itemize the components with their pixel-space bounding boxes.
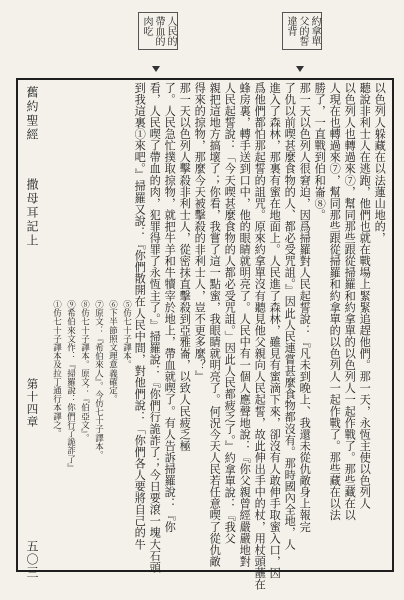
text-line: 以色列人也轉過來⑦，幫同那些跟從掃羅和約拿單的以色列人一起作戰了。那些藏在以 [343, 82, 357, 521]
note-line: 帶血的 [153, 16, 164, 46]
text-line: 人現在也轉過來⑦，幫同那些跟從掃羅和約拿單的以色列人一起作戰了。那些藏在以法 [328, 82, 342, 521]
text-line: 得來的掠物，那麼今天被擊殺的非利士人，豈不更多麼？』 [193, 82, 207, 383]
footnote-line: ⑦原文：『希伯來人』。今仿七十子譯本。 [93, 300, 104, 460]
note-line: 人民的 [165, 16, 176, 46]
main-text [133, 82, 388, 591]
book-title: 舊約聖經 [25, 86, 39, 142]
note-arrow-icon [152, 66, 160, 72]
chapter-label: 第十四章 [25, 378, 40, 428]
note-line: 約拿單 [309, 16, 320, 46]
text-line: 人民起誓說：「今天喫甚麼食物的人都必受咒詛。」因此人民都疲乏了。』約拿單說：『我父 [223, 82, 237, 545]
footnotes [22, 300, 136, 568]
text-line: 蜂房裏，轉手送到口中，他的眼睛就明亮了。人民中有一個人應聲地說：『你父親曾經嚴嚴地對 [238, 82, 252, 568]
text-line: 那一天以色列人擊殺非利士人，從密抹直擊殺到亞雅崙，以致人民疲乏極 [178, 82, 192, 452]
footnote-line: ⑨希伯來文作：『掃羅說：你們行了詭詐了』 [65, 300, 76, 472]
text-line: 進入了森林，那裏有蜜在地面上。人民進了森林，雖見有蜜滴下來，卻沒有人敢伸手取蜜入口，因 [268, 82, 282, 579]
note-line: 肉吃 [141, 16, 152, 36]
text-line: 親把這地方搞壞了；你看，我嘗了這一點蜜，我眼睛就明亮了。何況今天人民若任意喫了從仇敵 [208, 82, 222, 568]
text-line: 了仇以前喫甚麼食物的人、都必受咒詛。』因此人民連嘗甚麼食物都沒有。那時國內全地，人 [283, 82, 297, 550]
text-line: 看，人民喫了帶血的肉，犯罪得罪了永恆主了。』掃羅說：『你們行詭詐了；今日要滾一塊大石頭 [148, 82, 162, 574]
text-line: 聽說非利士人在逃跑，他們也就在戰場上緊緊追趕他們。那一天，永恆主使以色列人 [358, 82, 372, 510]
footnote-line: ⑥下半節照文理意義確定。 [107, 300, 118, 404]
footnote-line: ⑤仿七十子譯本。 [121, 300, 132, 369]
text-line: 勝了，一直戰到伯和崙⑧。 [313, 82, 327, 221]
errata-note-right [282, 12, 322, 50]
footnote-line: ①仿七十子譯本及拉丁通行本譯之。 [51, 300, 62, 438]
text-line: 以色列人躲藏在以法蓮山地的， [373, 82, 387, 244]
text-line: 了。人民急忙撲取掠物，就把牛羊和牛犢宰於地上，帶血就喫了。有人告訴掃羅說：『你 [163, 82, 177, 533]
note-arrow-icon [296, 66, 304, 72]
footnote-line: ⑧仿七十子譯本。原文：『伯亞文』。 [79, 300, 90, 442]
text-line: 到我這裏①來吧。』掃羅又說：『你們散開在人民中間，對他們說：「你們各人要將自己的牛 [133, 82, 147, 550]
errata-note-left [138, 12, 178, 50]
text-line: 那一天以色列人很窘迫，因爲掃羅對人民起誓說：『凡未到晚上、我還未從仇敵身上報完 [298, 82, 312, 533]
page-number: 五〇三 [25, 540, 39, 579]
note-line: 父的誓 [297, 16, 308, 46]
note-line: 違背 [285, 16, 296, 36]
text-line: 爲他們都怕那起誓的詛咒。原來約拿單沒有聽見他父親向人民起誓，故此伸出手中的杖，用杖頭蘸在 [253, 82, 267, 591]
section-title: 撒母耳記上 [25, 178, 39, 248]
